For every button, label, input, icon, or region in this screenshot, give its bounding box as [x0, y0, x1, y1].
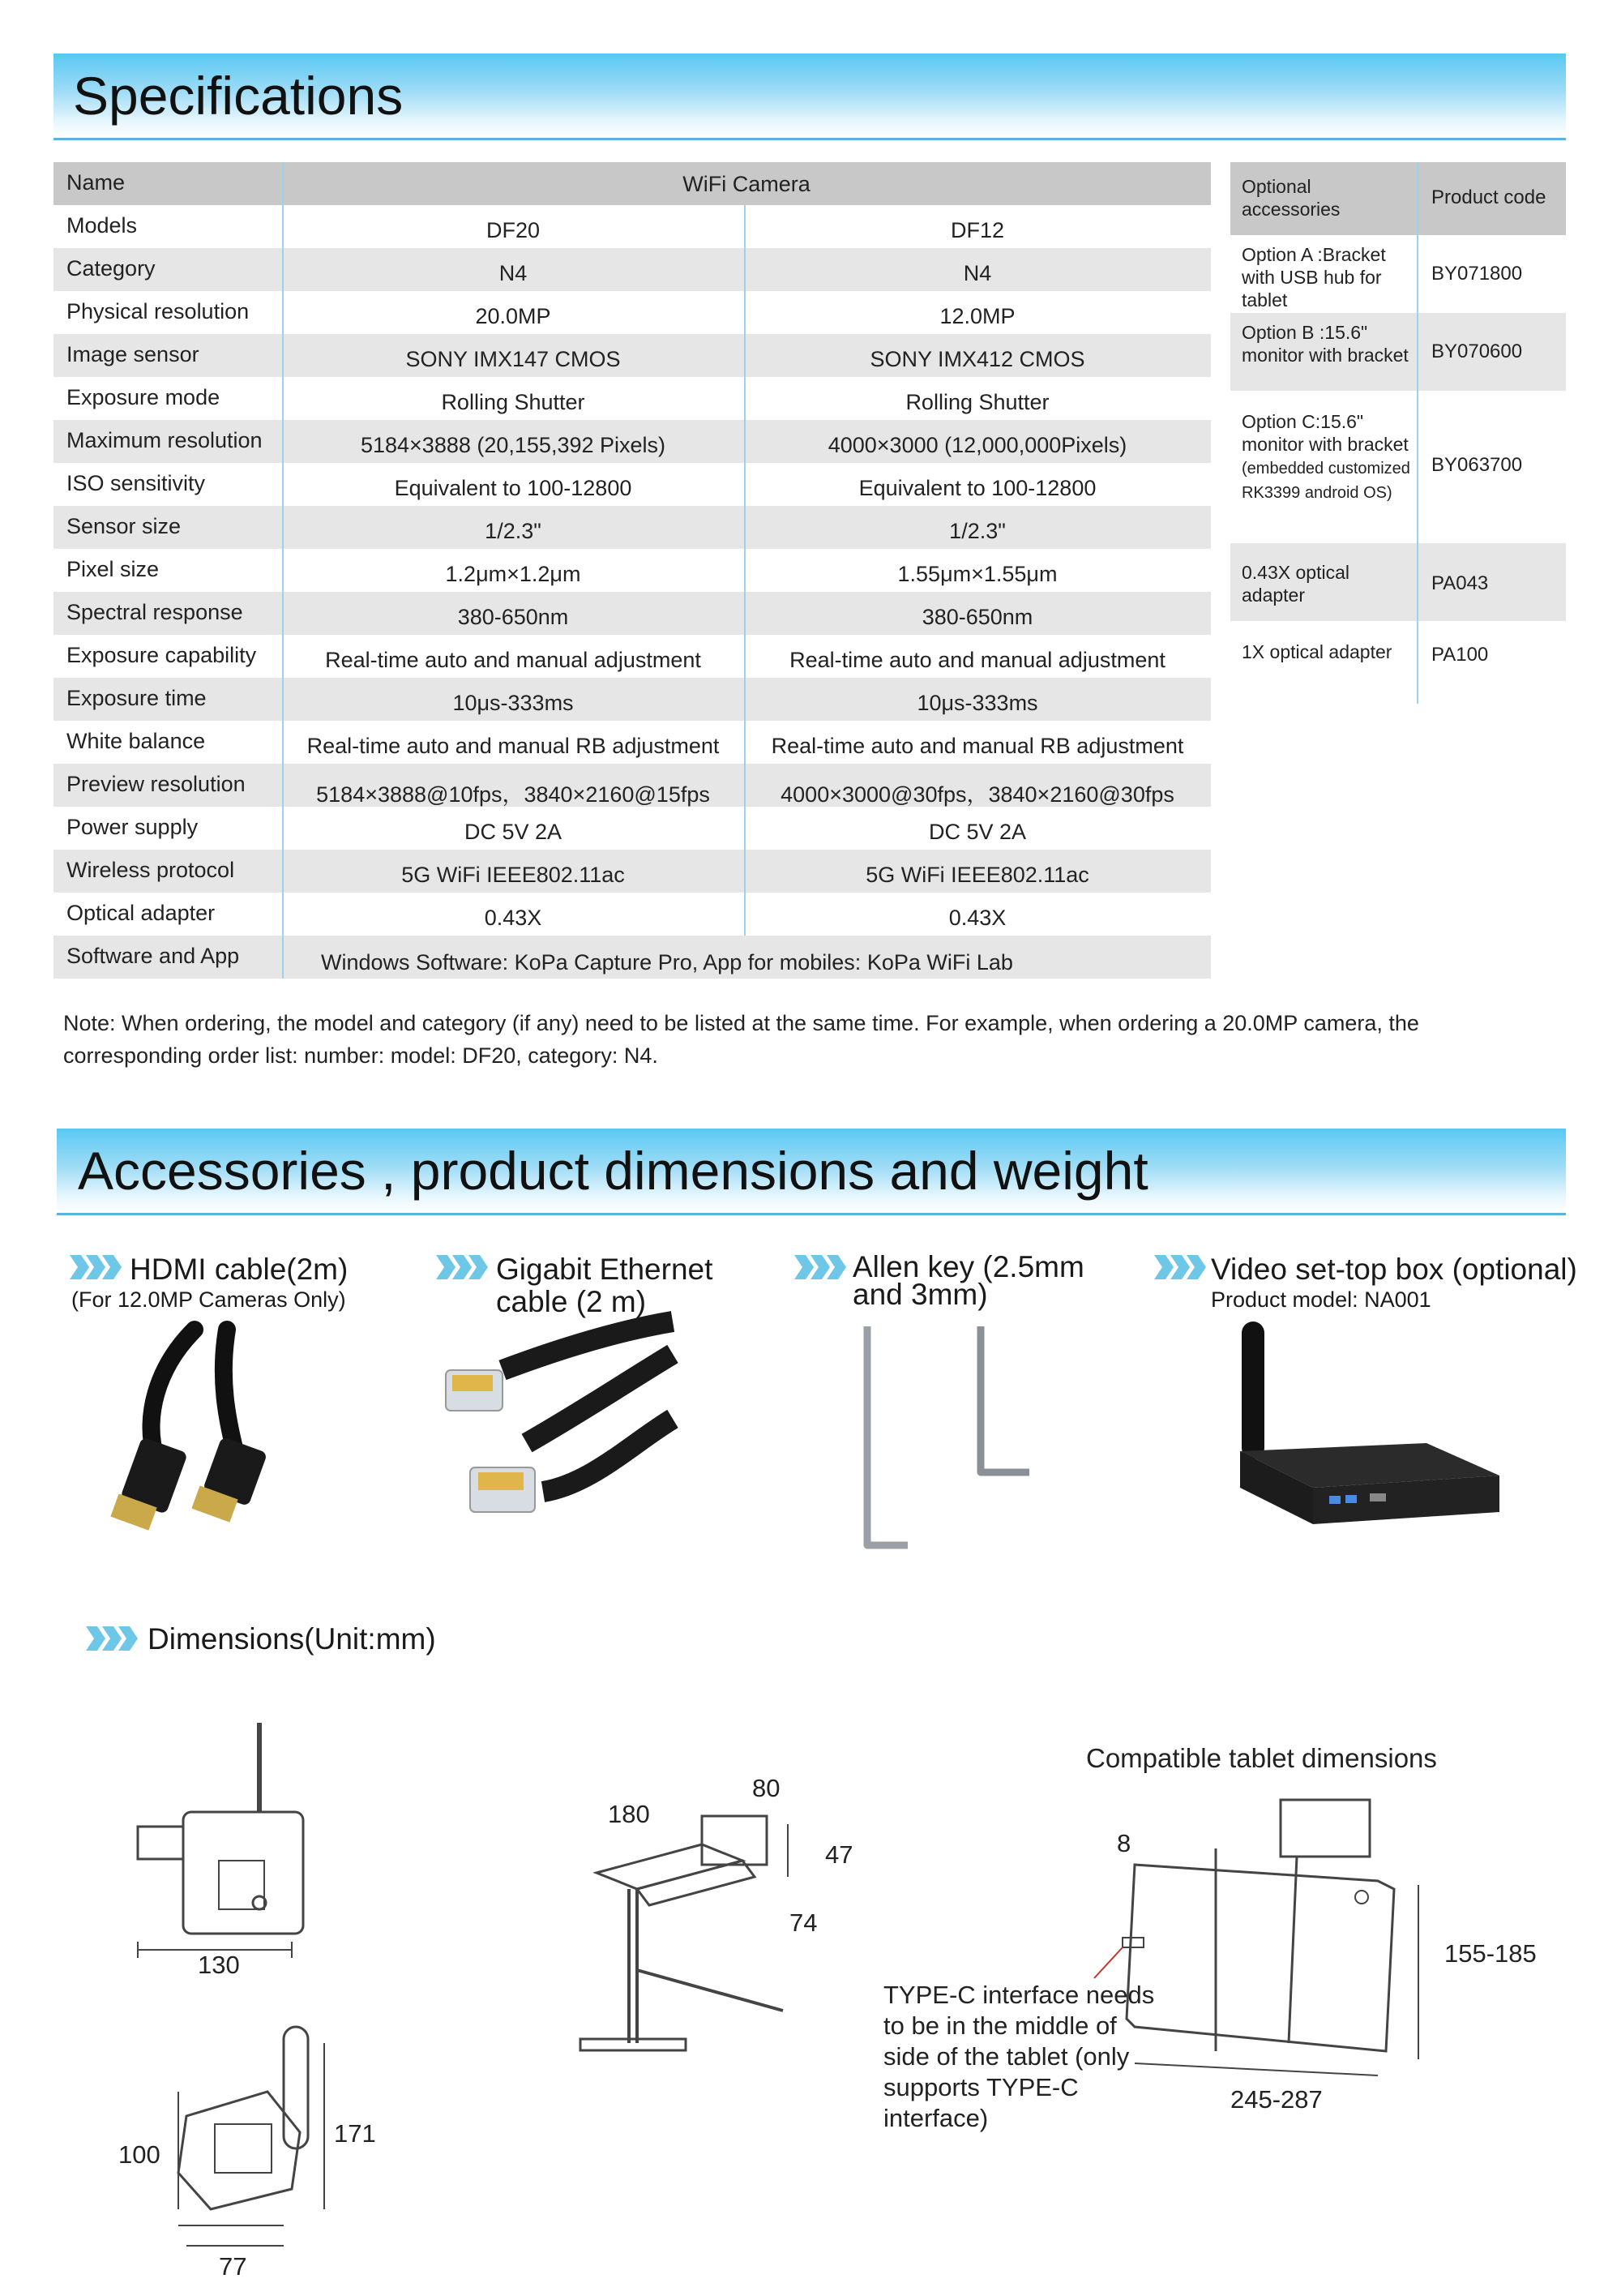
table-row: [53, 377, 1211, 420]
hdmi-cable-title: HDMI cable(2m): [130, 1253, 349, 1286]
df12-value: N4: [963, 261, 992, 285]
table-row: [53, 420, 1211, 463]
df12-value: 5G WiFi IEEE802.11ac: [866, 863, 1089, 887]
chevron-icon: [794, 1255, 849, 1279]
row-label: Spectral response: [66, 600, 243, 624]
accessories-banner: [57, 1129, 1566, 1215]
df20-value: 380-650nm: [457, 605, 569, 629]
row-label: Optical adapter: [66, 901, 216, 925]
spec-header-row: [53, 162, 1211, 205]
column-divider: [744, 205, 746, 936]
table-row: [1230, 543, 1566, 621]
bracket-drawing: [580, 1800, 823, 2084]
df20-value: Rolling Shutter: [441, 390, 585, 414]
bracket-width-label: 180: [608, 1800, 650, 1828]
ethernet-cable-image: [438, 1321, 681, 1540]
df12-value: 4000×3000 (12,000,000Pixels): [828, 433, 1127, 457]
table-row: [53, 807, 1211, 850]
table-row: [53, 463, 1211, 506]
row-label: Image sensor: [66, 342, 199, 366]
table-row: [1230, 391, 1566, 543]
allen-key-title: Allen key (2.5mm and 3mm): [853, 1250, 1084, 1311]
df20-value: 5G WiFi IEEE802.11ac: [401, 863, 625, 887]
hdmi-cable-subtitle: (For 12.0MP Cameras Only): [71, 1287, 346, 1312]
option-label: 1X optical adapter: [1242, 641, 1392, 662]
df20-value: 5184×3888@10fps，3840×2160@15fps: [316, 782, 710, 807]
table-row: [53, 205, 1211, 248]
tablet-height-label: 155-185: [1444, 1939, 1537, 1968]
chevron-icon: [436, 1255, 491, 1279]
option-label: 0.43X optical adapter: [1242, 562, 1349, 606]
bracket-base-label: 74: [789, 1908, 818, 1937]
software-value: Windows Software: KoPa Capture Pro, App for mobiles: KoPa WiFi Lab: [321, 950, 1013, 975]
df20-value: 20.0MP: [475, 304, 551, 328]
table-row: [53, 248, 1211, 291]
df12-value: 12.0MP: [939, 304, 1016, 328]
table-row: [53, 893, 1211, 936]
option-label: [1242, 410, 1412, 504]
df12-value: 0.43X: [948, 906, 1007, 930]
df20-value: 1/2.3": [485, 519, 541, 543]
row-label: Exposure mode: [66, 385, 220, 409]
row-label: Wireless protocol: [66, 858, 235, 882]
code-header: Product code: [1431, 186, 1546, 208]
allen-key-image: [843, 1326, 1062, 1570]
df12-value: Real-time auto and manual RB adjustment: [771, 734, 1184, 758]
df12-value: Rolling Shutter: [905, 390, 1050, 414]
table-row: [1230, 621, 1566, 699]
product-code: PA100: [1431, 644, 1489, 666]
df20-value: 1.2μm×1.2μm: [445, 562, 581, 586]
column-divider: [1417, 162, 1418, 704]
df12-value: 1.55μm×1.55μm: [897, 562, 1058, 586]
df12-value: 1/2.3": [949, 519, 1006, 543]
table-row-software: [53, 936, 1211, 979]
row-label: White balance: [66, 729, 206, 753]
tablet-title: Compatible tablet dimensions: [1086, 1743, 1437, 1773]
df12-value: 4000×3000@30fps，3840×2160@30fps: [781, 782, 1174, 807]
df20-value: Real-time auto and manual adjustment: [325, 648, 701, 672]
table-row: [53, 764, 1211, 807]
row-label: Models: [66, 213, 138, 238]
row-label: Pixel size: [66, 557, 160, 581]
set-top-box-title: Video set-top box (optional): [1211, 1253, 1577, 1286]
table-row: [53, 678, 1211, 721]
row-label: Power supply: [66, 815, 199, 839]
table-row: [1230, 313, 1566, 391]
df20-value: Real-time auto and manual RB adjustment: [306, 734, 720, 758]
tablet-offset-label: 8: [1117, 1829, 1131, 1857]
df20-value: SONY IMX147 CMOS: [405, 347, 621, 371]
chevron-icon: [86, 1626, 141, 1651]
camera-width-label: 130: [198, 1951, 240, 1979]
camera-depth-label: 77: [219, 2252, 247, 2281]
row-label: Sensor size: [66, 514, 182, 538]
product-code: BY070600: [1431, 341, 1523, 362]
df12-value: Equivalent to 100-12800: [858, 476, 1097, 500]
spec-header-label: Name: [66, 170, 126, 195]
product-code: PA043: [1431, 572, 1489, 594]
tablet-width-label: 245-287: [1230, 2085, 1323, 2114]
section-title: Specifications: [73, 66, 404, 126]
camera-height-label: 100: [118, 2140, 160, 2169]
typec-note: TYPE-C interface needs to be in the middle of side of the tablet (only supports TYPE-C interface): [883, 1981, 1155, 2132]
chevron-icon: [1154, 1255, 1209, 1279]
row-label: Software and App: [66, 944, 240, 968]
set-top-box-image: [1224, 1321, 1516, 1565]
row-label: ISO sensitivity: [66, 471, 206, 495]
table-row: [53, 592, 1211, 635]
dimensions-title: Dimensions(Unit:mm): [148, 1622, 436, 1656]
accessory-header-row: [1230, 162, 1566, 235]
row-label: Exposure capability: [66, 643, 257, 667]
product-code: BY063700: [1431, 454, 1523, 476]
df20-value: Equivalent to 100-12800: [394, 476, 632, 500]
antenna-height-label: 171: [334, 2119, 376, 2148]
ordering-note: Note: When ordering, the model and category (if any) need to be listed at the same time. For example, when ordering a 20.0MP camera, the corresponding order list: number: model: DF20, category: N4.: [63, 1011, 1419, 1068]
hdmi-cable-image: [105, 1321, 316, 1549]
table-row: [53, 635, 1211, 678]
df12-value: 10μs-333ms: [917, 691, 1038, 715]
df12-value: DF12: [950, 218, 1005, 242]
table-row: [53, 506, 1211, 549]
table-row: [53, 549, 1211, 592]
specifications-banner: [53, 54, 1566, 140]
section-title: Accessories , product dimensions and weight: [78, 1141, 1148, 1201]
table-row: [53, 291, 1211, 334]
tablet-drawing: [1118, 1792, 1459, 2092]
df20-value: 5184×3888 (20,155,392 Pixels): [360, 433, 666, 457]
row-label: Exposure time: [66, 686, 207, 710]
table-row: [53, 850, 1211, 893]
option-text: Option C:15.6" monitor with bracket: [1242, 411, 1409, 455]
option-label: Option A :Bracket with USB hub for tablet: [1242, 244, 1386, 311]
df12-value: Real-time auto and manual adjustment: [789, 648, 1165, 672]
df20-value: N4: [498, 261, 528, 285]
df20-value: DC 5V 2A: [464, 820, 562, 844]
camera-front-drawing: [162, 2027, 357, 2254]
df20-value: DF20: [485, 218, 541, 242]
option-small-text: (embedded customized RK3399 android OS): [1242, 460, 1410, 502]
row-label: Physical resolution: [66, 299, 250, 323]
camera-side-drawing: [138, 1723, 308, 1966]
product-code: BY071800: [1431, 263, 1523, 285]
df12-value: DC 5V 2A: [928, 820, 1027, 844]
bracket-height-label: 47: [825, 1840, 853, 1869]
spec-header-value: WiFi Camera: [682, 172, 810, 196]
df12-value: 380-650nm: [922, 605, 1033, 629]
option-header: Optional accessories: [1242, 176, 1341, 220]
row-label: Maximum resolution: [66, 428, 263, 452]
table-row: [53, 721, 1211, 764]
row-label: Category: [66, 256, 156, 281]
df20-value: 0.43X: [484, 906, 542, 930]
option-label: Option B :15.6" monitor with bracket: [1242, 322, 1409, 366]
column-divider: [282, 162, 284, 979]
set-top-box-subtitle: Product model: NA001: [1211, 1287, 1431, 1312]
bracket-depth-label: 80: [752, 1774, 781, 1802]
table-row: [53, 334, 1211, 377]
ethernet-cable-title: Gigabit Ethernet cable (2 m): [496, 1253, 713, 1318]
table-row: [1230, 235, 1566, 313]
df20-value: 10μs-333ms: [452, 691, 574, 715]
df12-value: SONY IMX412 CMOS: [870, 347, 1085, 371]
row-label: Preview resolution: [66, 772, 246, 796]
chevron-icon: [70, 1255, 125, 1279]
